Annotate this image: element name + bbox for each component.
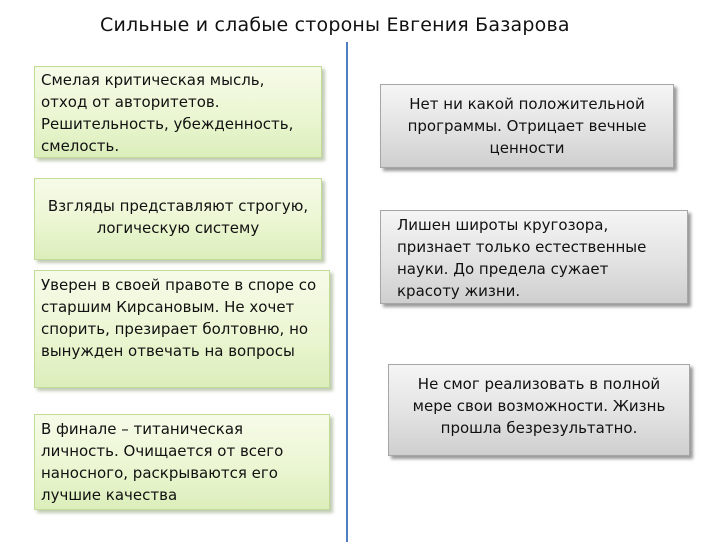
strength-box-4	[34, 414, 330, 510]
strength-box-1	[34, 66, 322, 158]
column-divider	[346, 42, 348, 542]
page-title: Сильные и слабые стороны Евгения Базарова	[100, 14, 570, 36]
weakness-text: Не смог реализовать в полной мере свои возможности. Жизнь прошла безрезультатно.	[412, 375, 666, 437]
strength-text: В финале – титаническая личность. Очищается от всего наносного, раскрываются его лучшие качества	[41, 420, 284, 504]
weakness-text: Лишен широты кругозора, признает только естественные науки. До предела сужает красоту жизни.	[397, 216, 647, 300]
strength-box-3	[34, 270, 330, 388]
strength-text: Смелая критическая мысль, отход от авторитетов. Решительность, убежденность, смелость.	[41, 71, 294, 155]
weakness-box-3	[388, 364, 690, 456]
strength-box-2	[34, 178, 322, 260]
weakness-box-1	[380, 84, 674, 168]
strength-text: Взгляды представляют строгую, логическую систему	[47, 197, 309, 237]
weakness-text: Нет ни какой положительной программы. Отрицает вечные ценности	[407, 95, 647, 157]
strength-text: Уверен в своей правоте в споре со старшим Кирсановым. Не хочет спорить, презирает болтовню, но вынужден отвечать на вопросы	[41, 276, 317, 360]
weakness-box-2	[380, 210, 688, 304]
